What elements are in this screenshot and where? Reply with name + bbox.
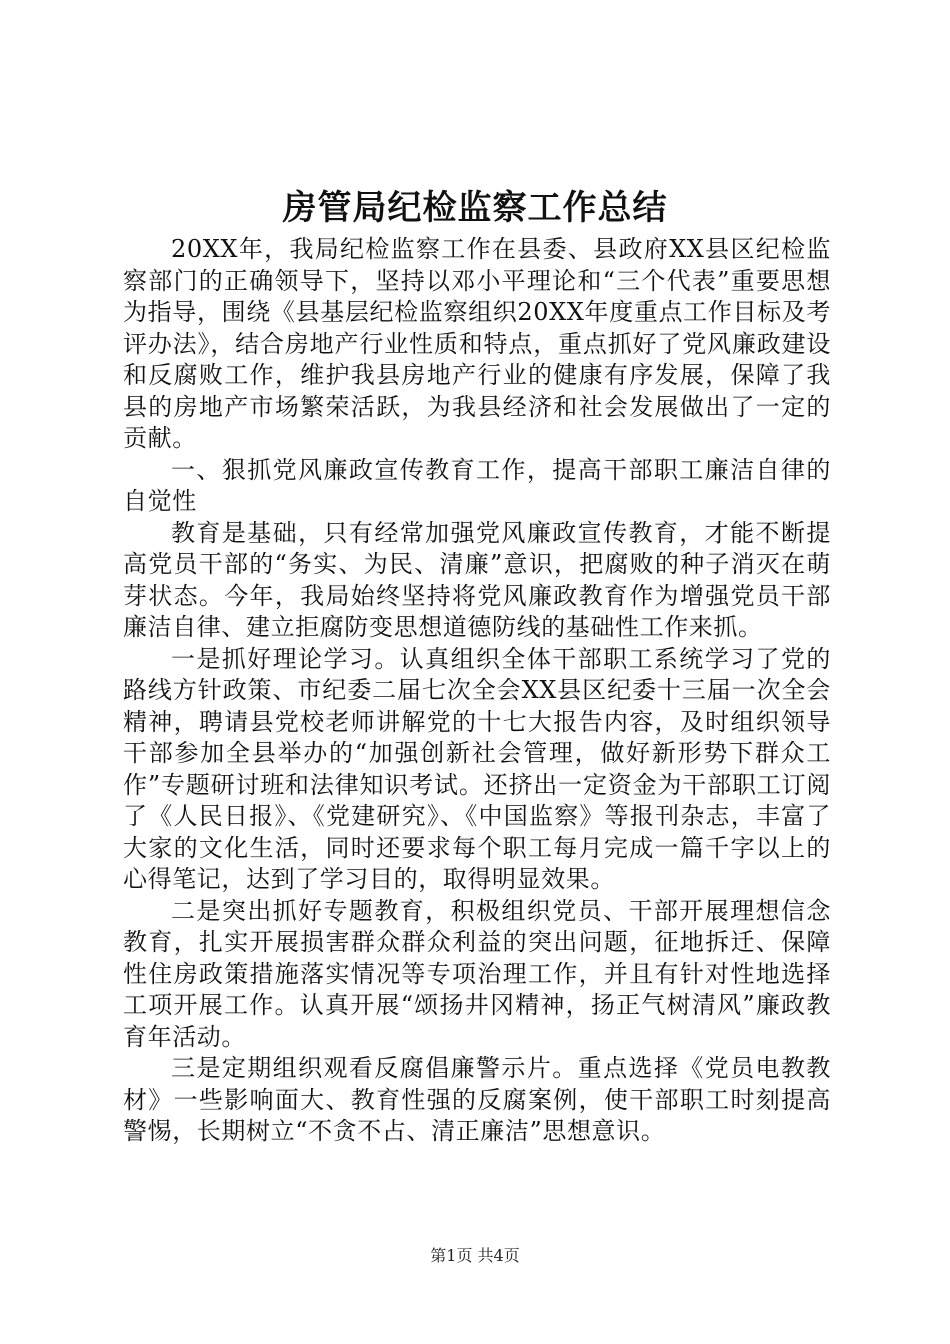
document-title: 房管局纪检监察工作总结 [282, 188, 668, 228]
page-number-footer: 第1页 共4页 [430, 1246, 520, 1265]
document-body [123, 234, 831, 1148]
paragraph-theory-study: 一是抓好理论学习。认真组织全体干部职工系统学习了党的路线方针政策、市纪委二届七次全会XX县区纪委十三届一次全会精神，聘请县党校老师讲解党的十七大报告内容，及时组织领导干部参加全县举办的“加强创新社会管理，做好新形势下群众工作”专题研讨班和法律知识考试。还挤出一定资金为干部职工订阅了《人民日报》、《党建研究》、《中国监察》等报刊杂志，丰富了大家的文化生活，同时还要求每个职工每月完成一篇千字以上的心得笔记，达到了学习目的，取得明显效果。 [123, 644, 831, 893]
paragraph-intro: 20XX年，我局纪检监察工作在县委、县政府XX县区纪检监察部门的正确领导下，坚持以邓小平理论和“三个代表”重要思想为指导，围绕《县基层纪检监察组织20XX年度重点工作目标及考评办法》，结合房地产行业性质和特点，重点抓好了党风廉政建设和反腐败工作，维护我县房地产行业的健康有序发展，保障了我县的房地产市场繁荣活跃，为我县经济和社会发展做出了一定的贡献。 [123, 235, 831, 452]
section-heading-1: 一、狠抓党风廉政宣传教育工作，提高干部职工廉洁自律的自觉性 [123, 455, 831, 515]
paragraph-warning-films: 三是定期组织观看反腐倡廉警示片。重点选择《党员电教教材》一些影响面大、教育性强的反腐案例，使干部职工时刻提高警惕，长期树立“不贪不占、清正廉洁”思想意识。 [123, 1054, 831, 1145]
paragraph-education: 教育是基础，只有经常加强党风廉政宣传教育，才能不断提高党员干部的“务实、为民、清廉”意识，把腐败的种子消灭在萌芽状态。今年，我局始终坚持将党风廉政教育作为增强党员干部廉洁自律、建立拒腐防变思想道德防线的基础性工作来抓。 [123, 518, 831, 641]
paragraph-special-education: 二是突出抓好专题教育，积极组织党员、干部开展理想信念教育，扎实开展损害群众群众利益的突出问题，征地拆迁、保障性住房政策措施落实情况等专项治理工作，并且有针对性地选择工项开展工作。认真开展“颂扬井冈精神，扬正气树清风”廉政教育年活动。 [123, 896, 831, 1051]
